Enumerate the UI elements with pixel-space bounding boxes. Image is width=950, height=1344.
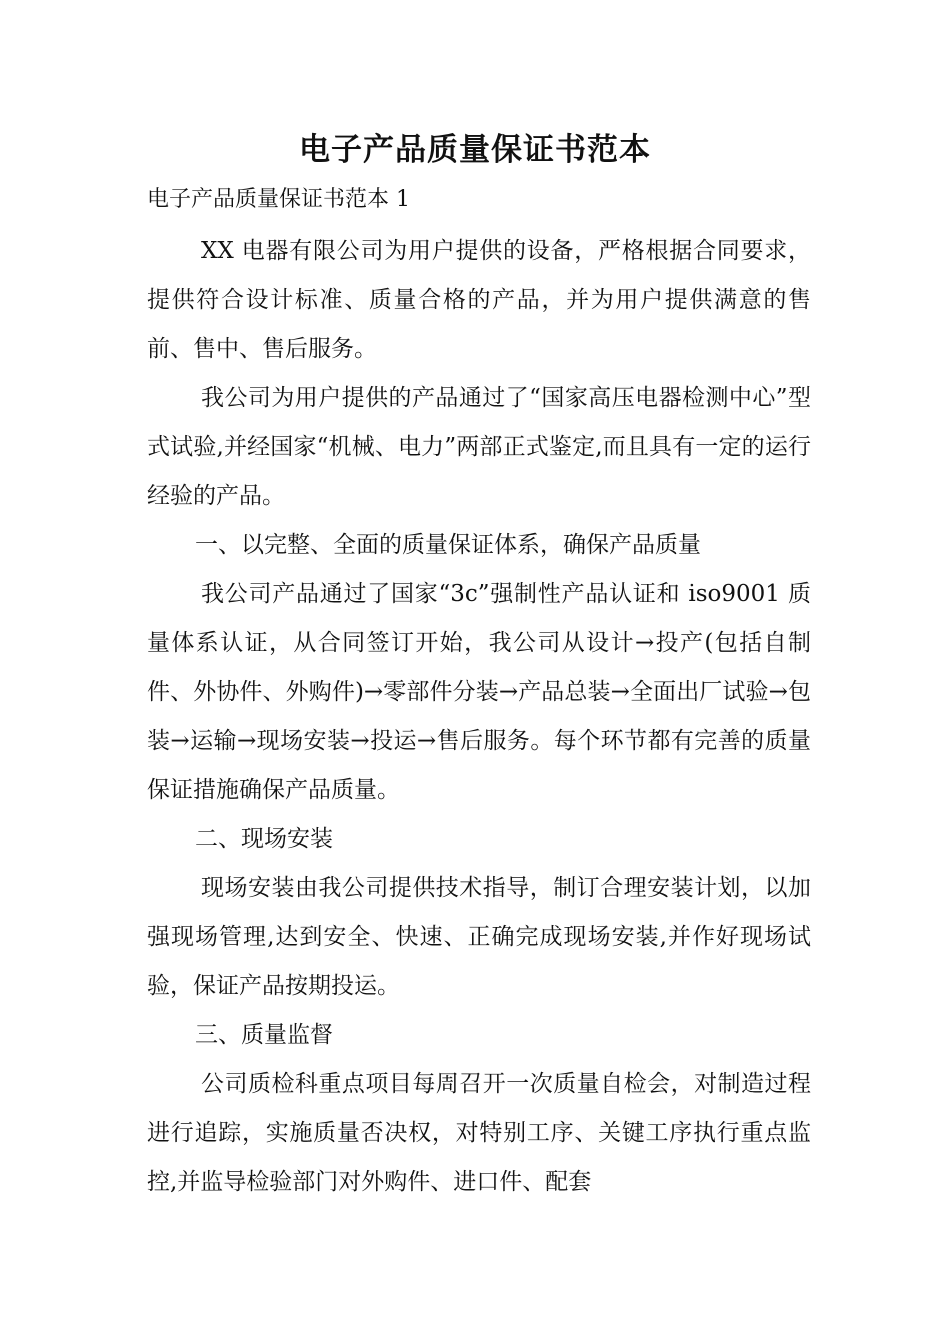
section-text-quality-system: 我公司产品通过了国家“3c”强制性产品认证和 iso9001 质量体系认证，从合同签订开始，我公司从设计→投产(包括自制件、外协件、外购件)→零部件分装→产品总装→全面出厂试验→包装→运输→现场安装→投运→售后服务。每个环节都有完善的质量保证措施确保产品质量。 [147,581,811,803]
paragraph-intro: XX 电器有限公司为用户提供的设备，严格根据合同要求，提供符合设计标准、质量合格的产品，并为用户提供满意的售前、售中、售后服务。 [147,238,811,362]
section-heading-quality-system: 一、以完整、全面的质量保证体系，确保产品质量 [195,532,701,558]
section-heading-installation: 二、现场安装 [195,826,333,852]
paragraph-certification: 我公司为用户提供的产品通过了“国家高压电器检测中心”型式试验,并经国家“机械、电力”两部正式鉴定,而且具有一定的运行经验的产品。 [147,385,811,509]
section-text-installation: 现场安装由我公司提供技术指导，制订合理安装计划，以加强现场管理,达到安全、快速、正确完成现场安装,并作好现场试验，保证产品按期投运。 [147,875,811,999]
document-title: 电子产品质量保证书范本 [299,132,651,168]
document-body [147,227,811,1207]
section-text-supervision: 公司质检科重点项目每周召开一次质量自检会，对制造过程进行追踪，实施质量否决权，对特别工序、关键工序执行重点监控,并监导检验部门对外购件、进口件、配套 [147,1071,811,1195]
section-heading-supervision: 三、质量监督 [195,1022,333,1048]
document-subtitle: 电子产品质量保证书范本 1 [147,187,410,212]
